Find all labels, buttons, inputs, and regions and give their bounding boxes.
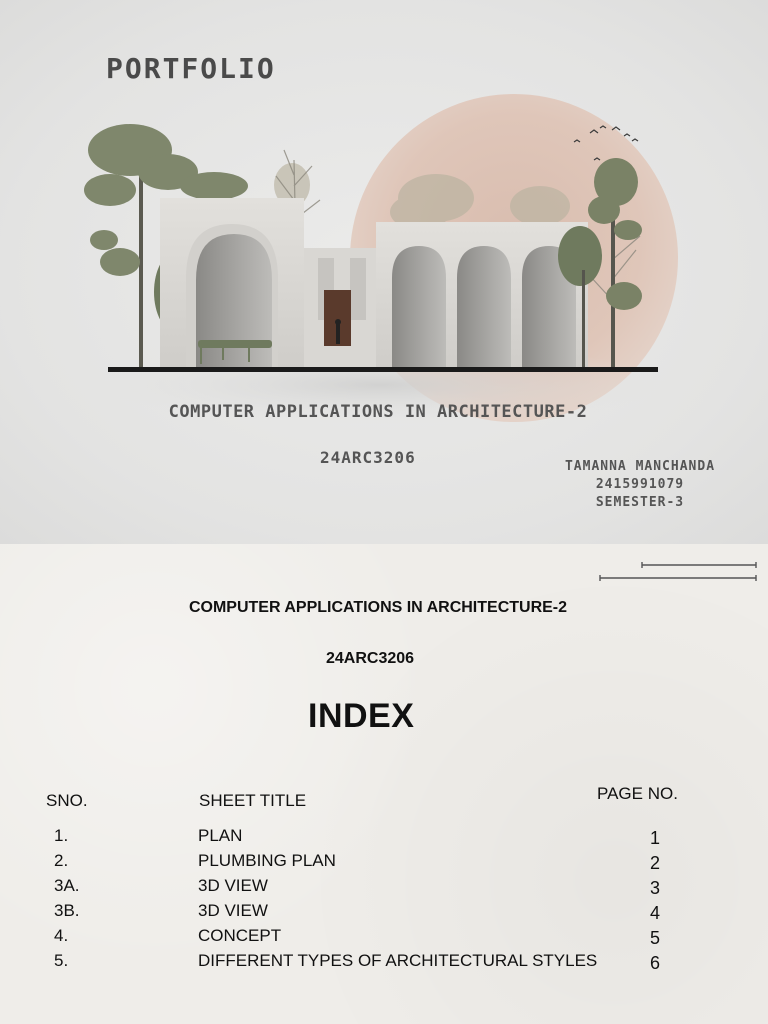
author-semester: SEMESTER-3 bbox=[595, 495, 685, 510]
row-page: 4 bbox=[650, 903, 661, 923]
row-page: 5 bbox=[650, 928, 661, 948]
cover-course-title: COMPUTER APPLICATIONS IN ARCHITECTURE-2 bbox=[168, 402, 588, 422]
column-header-sno: SNO. bbox=[46, 791, 88, 810]
index-course-code: 24ARC3206 bbox=[326, 650, 415, 667]
index-row bbox=[0, 901, 768, 925]
row-page: 1 bbox=[650, 828, 661, 848]
index-row bbox=[0, 926, 768, 950]
row-title: PLUMBING PLAN bbox=[198, 851, 336, 870]
row-title: CONCEPT bbox=[198, 926, 282, 945]
index-row bbox=[0, 876, 768, 900]
row-title: DIFFERENT TYPES OF ARCHITECTURAL STYLES bbox=[198, 951, 598, 970]
column-header-sheet-title: SHEET TITLE bbox=[199, 791, 307, 810]
index-row bbox=[0, 826, 768, 850]
cover-title: PORTFOLIO bbox=[106, 52, 276, 85]
row-sno: 4. bbox=[54, 926, 69, 945]
row-title: 3D VIEW bbox=[198, 901, 268, 920]
decorative-lines bbox=[596, 560, 760, 584]
author-id: 2415991079 bbox=[595, 477, 685, 492]
index-page bbox=[0, 544, 768, 1024]
index-row bbox=[0, 951, 768, 975]
row-page: 3 bbox=[650, 878, 661, 898]
author-name: TAMANNA MANCHANDA bbox=[564, 459, 716, 474]
column-header-page-no: PAGE NO. bbox=[597, 784, 678, 803]
row-sno: 1. bbox=[54, 826, 69, 845]
row-title: 3D VIEW bbox=[198, 876, 268, 895]
index-course-title: COMPUTER APPLICATIONS IN ARCHITECTURE-2 bbox=[188, 599, 568, 616]
cover-author-block bbox=[510, 458, 768, 512]
cover-course-code: 24ARC3206 bbox=[320, 448, 416, 467]
index-row bbox=[0, 851, 768, 875]
ground-line bbox=[108, 367, 658, 372]
row-sno: 3B. bbox=[54, 901, 80, 920]
row-title: PLAN bbox=[198, 826, 243, 845]
row-page: 6 bbox=[650, 953, 661, 973]
row-page: 2 bbox=[650, 853, 661, 873]
index-heading: INDEX bbox=[308, 697, 415, 735]
row-sno: 5. bbox=[54, 951, 69, 970]
row-sno: 3A. bbox=[54, 876, 80, 895]
row-sno: 2. bbox=[54, 851, 69, 870]
